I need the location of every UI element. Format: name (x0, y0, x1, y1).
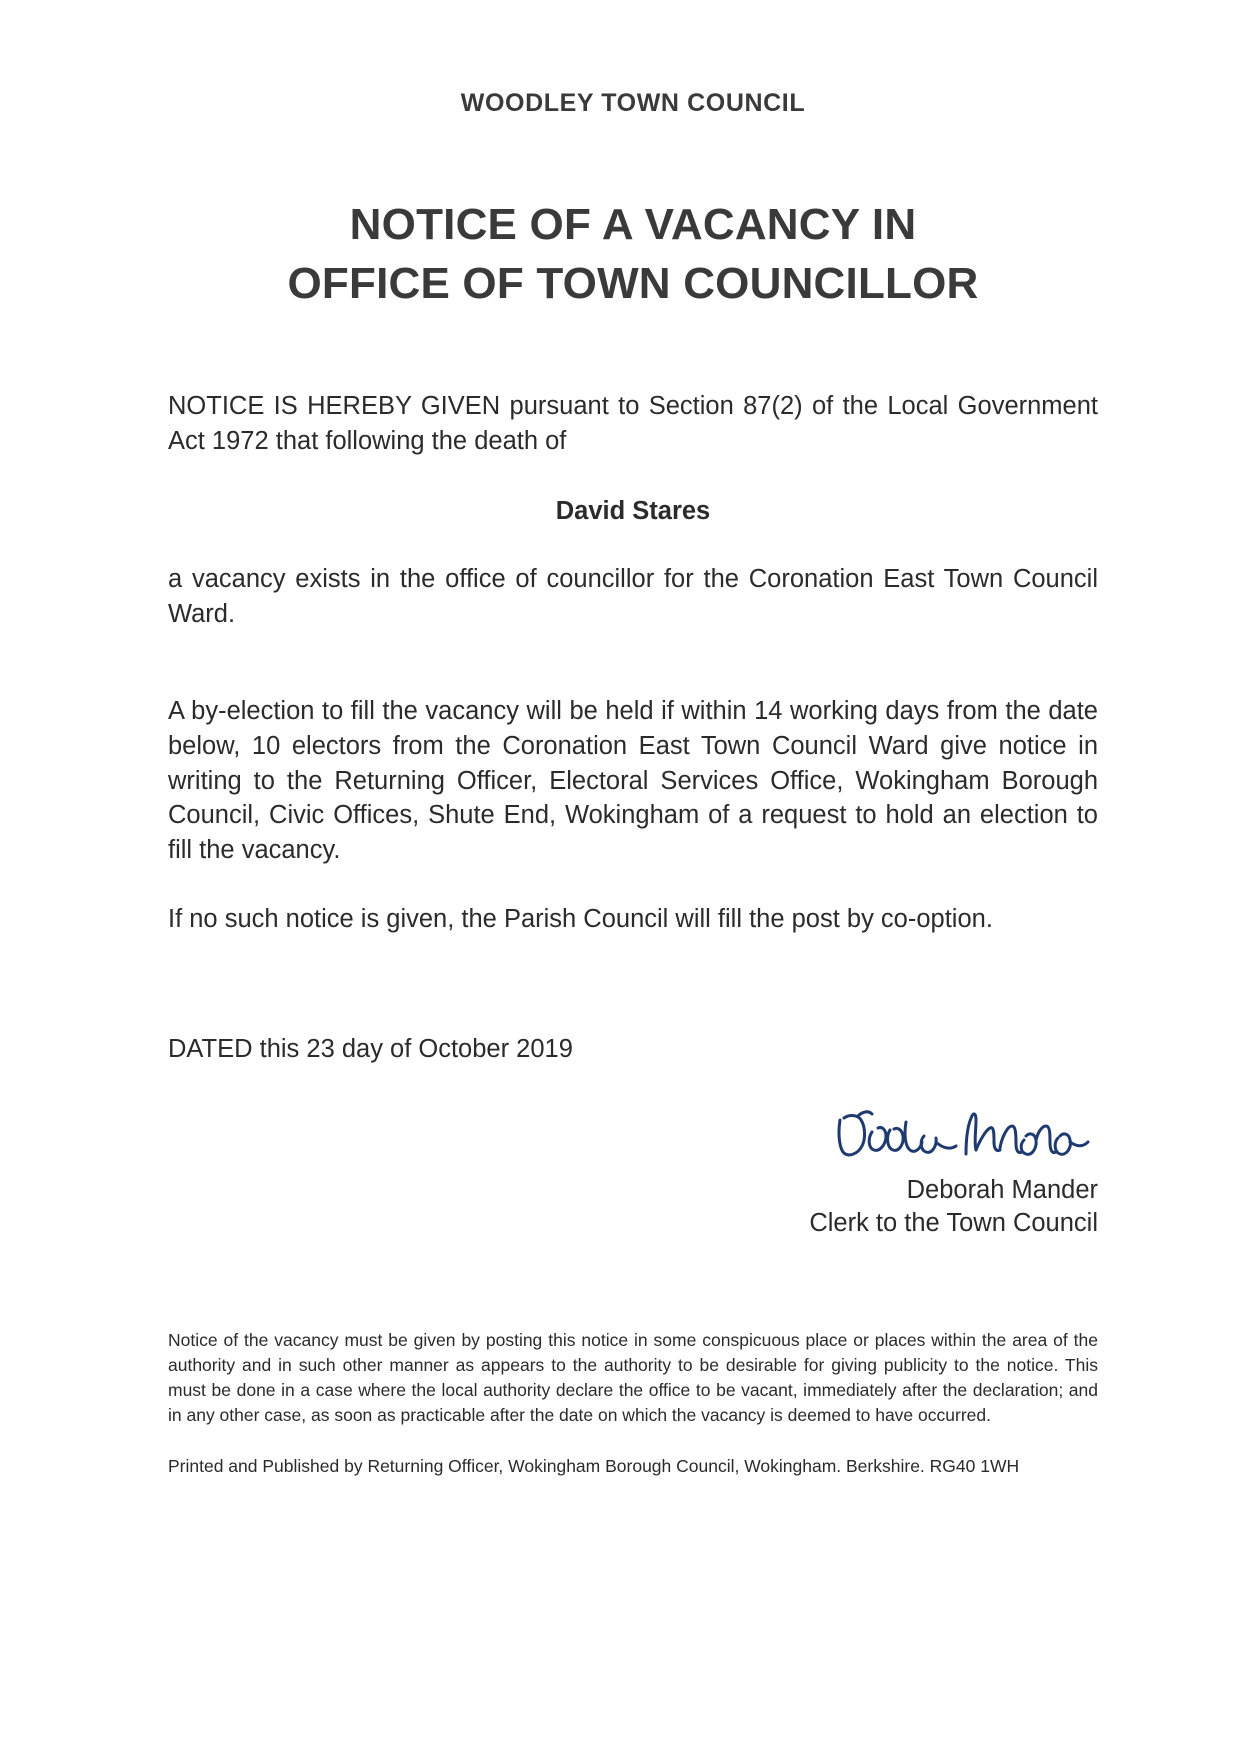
page-title-line-2: OFFICE OF TOWN COUNCILLOR (287, 258, 979, 308)
handwritten-signature-icon (832, 1102, 1092, 1168)
signatory-name: Deborah Mander (906, 1176, 1098, 1205)
footnote-publisher: Printed and Published by Returning Officer, Wokingham Borough Council, Wokingham. Berkshire. RG40 1WH (168, 1455, 1020, 1476)
dated-line: DATED this 23 day of October 2019 (168, 1035, 573, 1064)
notice-paragraph-2: a vacancy exists in the office of councillor for the Coronation East Town Council Ward. (168, 564, 1098, 628)
page-title-line-1: NOTICE OF A VACANCY IN (349, 200, 917, 249)
notice-paragraph-4: If no such notice is given, the Parish Council will fill the post by co-option. (168, 905, 993, 934)
footnote-publicity: Notice of the vacancy must be given by posting this notice in some conspicuous place or places within the area of the authority and in such other manner as appears to the authority to be desirable for giving publicity to the notice. This must be done in a case where the local authority declare the office to be vacant, immediately after the declaration; and in any other case, as soon as practicable after the date on which the vacancy is deemed to have occurred. (168, 1329, 1098, 1425)
signatory-role: Clerk to the Town Council (809, 1208, 1098, 1237)
notice-paragraph-1: NOTICE IS HEREBY GIVEN pursuant to Section 87(2) of the Local Government Act 1972 that following the death of (168, 392, 1098, 455)
document-content (168, 0, 1098, 1496)
deceased-name: David Stares (555, 496, 711, 525)
signatory-details (168, 1174, 1098, 1239)
notice-paragraph-3: A by-election to fill the vacancy will be held if within 14 working days from the date below, 10 electors from the Coronation East Town Council Ward give notice in writing to the Returning Officer, Electoral Services Office, Wokingham Borough Council, Civic Offices, Shute End, Wokingham of a request to hold an election to fill the vacancy. (168, 696, 1098, 865)
organisation-title: WOODLEY TOWN COUNCIL (460, 89, 806, 117)
page-title (168, 196, 1098, 313)
signature-block (168, 1102, 1098, 1239)
